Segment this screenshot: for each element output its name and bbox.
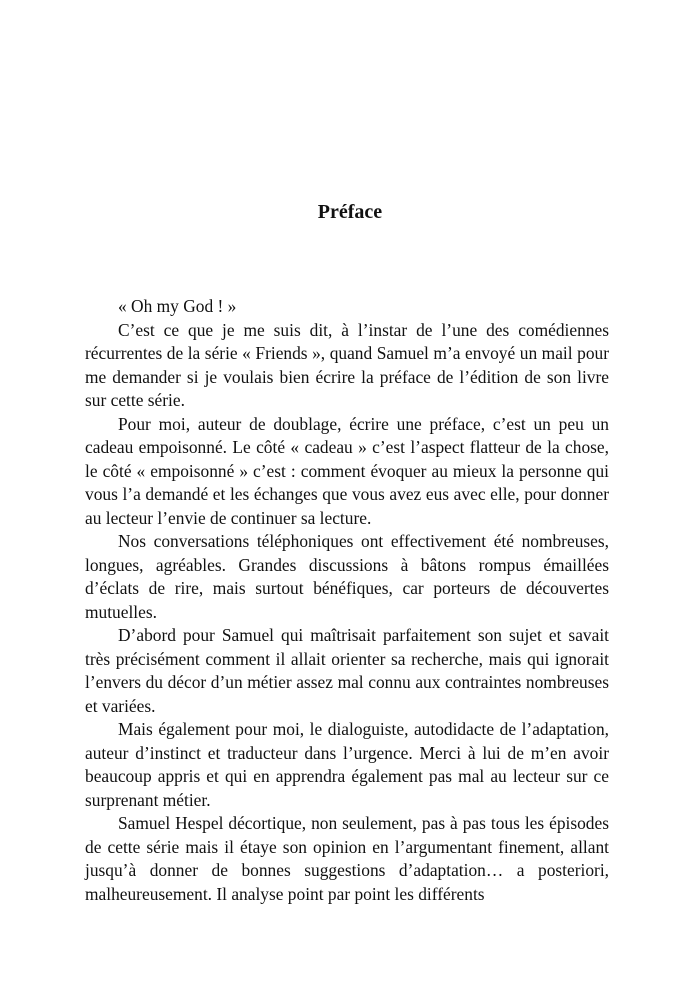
preface-body — [85, 295, 609, 906]
paragraph-3: Pour moi, auteur de doublage, écrire une préface, c’est un peu un cadeau empoisonné. Le côté « cadeau » c’est l’aspect flatteur de la chose, le côté « empoisonné » c’est : comment évoquer au mieux la personne qui vous l’a demandé et les échanges que vous avez eus avec elle, pour donner au lecteur l’envie de continuer sa lecture. — [85, 413, 609, 528]
paragraph-1: « Oh my God ! » — [118, 296, 237, 316]
paragraph-2: C’est ce que je me suis dit, à l’instar de l’une des comédiennes récurrentes de la série « Friends », quand Samuel m’a envoyé un mail pour me demander si je voulais bien écrire la préface de l’édition de son livre sur cette série. — [85, 319, 609, 410]
paragraph-4: Nos conversations téléphoniques ont effectivement été nombreuses, longues, agréables. Grandes discussions à bâtons rompus émaillées d’éclats de rire, mais surtout bénéfiques, car porteurs de découvertes mutuelles. — [85, 531, 609, 622]
paragraph-5: D’abord pour Samuel qui maîtrisait parfaitement son sujet et savait très précisément comment il allait orienter sa recherche, mais qui ignorait l’envers du décor d’un métier assez mal connu aux contraintes nombreuses et variées. — [85, 625, 609, 716]
paragraph-6: Mais également pour moi, le dialoguiste, autodidacte de l’adaptation, auteur d’instinct et traducteur dans l’urgence. Merci à lui de m’en avoir beaucoup appris et qui en apprendra également pas mal au lecteur sur ce surprenant métier. — [85, 719, 609, 810]
page-title: Préface — [317, 201, 383, 223]
paragraph-7: Samuel Hespel décortique, non seulement, pas à pas tous les épisodes de cette série mais il étaye son opinion en l’argumentant finement, allant jusqu’à donner de bonnes suggestions d’adaptation… a posteriori, malheureusement. Il analyse point par point les différents — [85, 813, 609, 904]
